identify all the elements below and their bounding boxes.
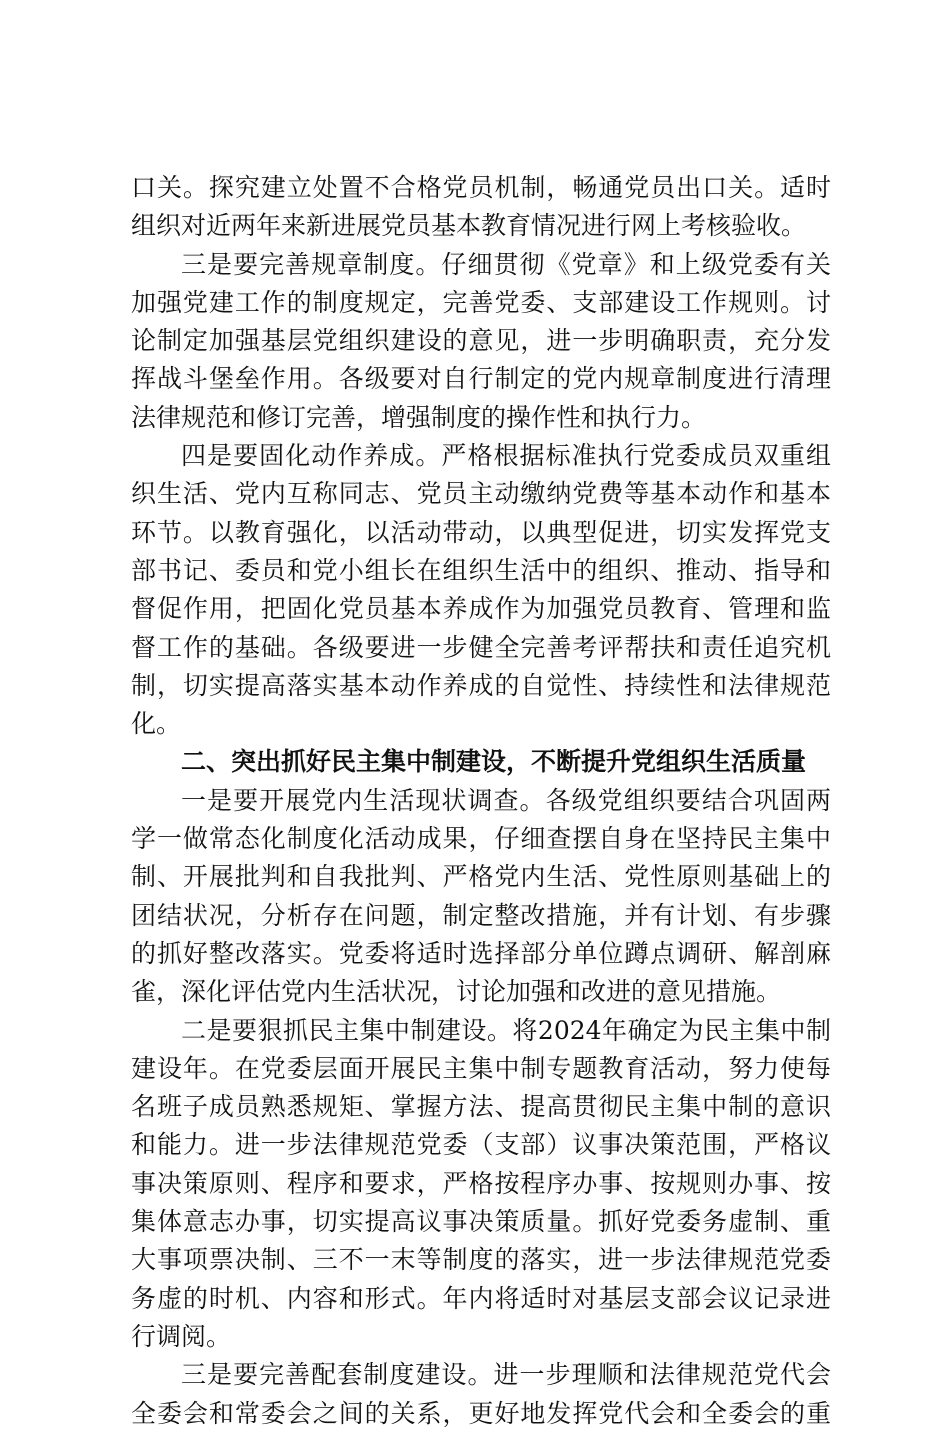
text-line: 雀，深化评估党内生活状况，讨论加强和改进的意见措施。 xyxy=(131,977,782,1007)
text-line: 大事项票决制、三不一末等制度的落实，进一步法律规范党委 xyxy=(131,1245,831,1275)
paragraph-start-line: 二是要狠抓民主集中制建设。将2024年确定为民主集中制 xyxy=(181,1015,831,1045)
text-line: 化。 xyxy=(131,709,182,739)
text-line: 团结状况，分析存在问题，制定整改措施，并有计划、有步骤 xyxy=(131,900,831,930)
text-line: 加强党建工作的制度规定，完善党委、支部建设工作规则。讨 xyxy=(131,287,831,317)
document-body xyxy=(131,169,831,1433)
paragraph-start-line: 三是要完善规章制度。仔细贯彻《党章》和上级党委有关 xyxy=(181,249,831,279)
section-heading: 二、突出抓好民主集中制建设，不断提升党组织生活质量 xyxy=(181,747,807,777)
text-line: 和能力。进一步法律规范党委（支部）议事决策范围，严格议 xyxy=(131,1130,831,1160)
text-line: 论制定加强基层党组织建设的意见，进一步明确职责，充分发 xyxy=(131,326,831,356)
text-line: 事决策原则、程序和要求，严格按程序办事、按规则办事、按 xyxy=(131,1168,831,1198)
paragraph-start-line: 三是要完善配套制度建设。进一步理顺和法律规范党代会 xyxy=(181,1360,831,1390)
text-line: 制、开展批判和自我批判、严格党内生活、党性原则基础上的 xyxy=(131,862,831,892)
paragraph-start-line: 四是要固化动作养成。严格根据标准执行党委成员双重组 xyxy=(181,441,831,471)
text-line: 织生活、党内互称同志、党员主动缴纳党费等基本动作和基本 xyxy=(131,479,831,509)
text-line: 务虚的时机、内容和形式。年内将适时对基层支部会议记录进 xyxy=(131,1283,831,1313)
text-line: 口关。探究建立处置不合格党员机制，畅通党员出口关。适时 xyxy=(131,173,831,202)
text-line: 名班子成员熟悉规矩、掌握方法、提高贯彻民主集中制的意识 xyxy=(131,1092,831,1122)
text-line: 学一做常态化制度化活动成果，仔细查摆自身在坚持民主集中 xyxy=(131,824,831,854)
text-line: 制，切实提高落实基本动作养成的自觉性、持续性和法律规范 xyxy=(131,670,831,700)
text-line: 行调阅。 xyxy=(131,1321,232,1351)
text-line: 的抓好整改落实。党委将适时选择部分单位蹲点调研、解剖麻 xyxy=(131,938,831,968)
text-line: 挥战斗堡垒作用。各级要对自行制定的党内规章制度进行清理 xyxy=(131,364,831,394)
text-line: 集体意志办事，切实提高议事决策质量。抓好党委务虚制、重 xyxy=(131,1207,831,1237)
text-line: 环节。以教育强化，以活动带动，以典型促进，切实发挥党支 xyxy=(131,517,831,547)
text-line: 组织对近两年来新进展党员基本教育情况进行网上考核验收。 xyxy=(131,211,807,241)
text-line: 部书记、委员和党小组长在组织生活中的组织、推动、指导和 xyxy=(131,555,831,585)
text-line: 督工作的基础。各级要进一步健全完善考评帮扶和责任追究机 xyxy=(131,632,831,662)
text-line: 全委会和常委会之间的关系，更好地发挥党代会和全委会的重 xyxy=(131,1398,831,1428)
text-line: 法律规范和修订完善，增强制度的操作性和执行力。 xyxy=(131,402,707,432)
paragraph-start-line: 一是要开展党内生活现状调查。各级党组织要结合巩固两 xyxy=(181,785,831,815)
text-line: 建设年。在党委层面开展民主集中制专题教育活动，努力使每 xyxy=(131,1053,831,1083)
text-line: 督促作用，把固化党员基本养成作为加强党员教育、管理和监 xyxy=(131,594,831,624)
